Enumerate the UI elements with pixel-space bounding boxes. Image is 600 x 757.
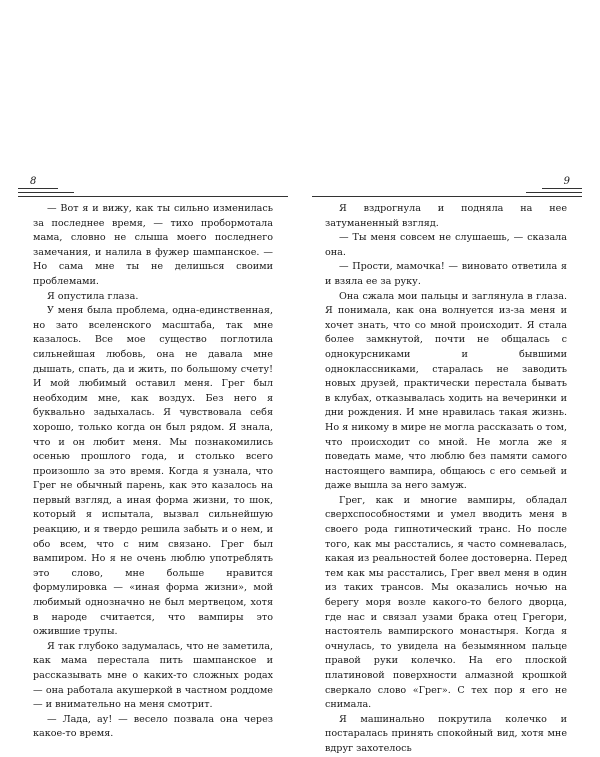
paragraph: — Ты меня совсем не слушаешь, — сказала она. [325,232,567,258]
paragraph: — Прости, мамочка! — виновато ответила я и взяла ее за руку. [325,261,567,287]
paragraph: Грег, как и многие вампиры, обладал сверхспособностями и умел вводить меня в своего рода гипнотический транс. Но после того, как мы расстались, я часто сомневалась, какая из реальностей более достоверна. Перед тем как мы расстались, Грег ввел меня в один из таких трансов. Мы оказались ночью на берегу моря возле какого-то белого дворца, где нас и связал узами брака отец Грегори, настоятель вампирского монастыря. Когда я очнулась, то увидела на безымянном пальце правой руки колечко. На его плоской платиновой поверхности алмазной крошкой сверкало слово «Грег». С тех пор я его не снимала. [325,494,567,711]
header-rule [542,188,582,189]
header-rule [18,196,288,197]
paragraph: — Лада, ау! — весело позвала она через какое-то время. [33,713,273,740]
left-page-text [33,202,273,742]
right-page-number: 9 [563,176,570,187]
header-rule [312,196,582,197]
header-rule [526,192,582,193]
paragraph: Я так глубоко задумалась, что не заметила, как мама перестала пить шампанское и рассказывать мне о каких-то сложных родах — она работала акушеркой в частном роддоме — и внимательно на меня смотрит. [33,640,273,711]
paragraph: Я машинально покрутила колечко и постаралась принять спокойный вид, хотя мне вдруг захотелось [325,713,567,754]
paragraph: У меня была проблема, одна-единственная, но зато вселенского масштаба, так мне казалось. Все мое существо поглотила сильнейшая любовь, она не давала мне дышать, спать, да и жить, по большому счету! И мой любимый оставил меня. Грег был необходим мне, как воздух. Без него я буквально задыхалась. Я чувствовала себя хорошо, только когда он был рядом. Я знала, что и он любит меня. Мы познакомились осенью прошлого года, и столько всего произошло за это время. Когда я узнала, что Грег не обычный парень, как это казалось на первый взгляд, а иная форма жизни, то шок, который я испытала, вызвал сильнейшую реакцию, и я твердо решила забыть и о нем, и обо всем, что с ним связано. Грег был вампиром. Но я не очень люблю употреблять это слово, мне больше нравится формулировка — «иная форма жизни», мой любимый однозначно не был мертвецом, хотя в народе считается, что вампиры это ожившие трупы. [33,305,273,638]
paragraph: Я вздрогнула и подняла на нее затуманенный взгляд. [325,203,567,229]
right-page-text [325,202,567,757]
header-rule [18,192,74,193]
paragraph: — Вот я и вижу, как ты сильно изменилась за последнее время, — тихо пробормотала мама, словно не слыша моего последнего замечания, и налила в фужер шампанское. — Но сама мне ты не делишься своими проблемами. [33,203,273,287]
left-page-number: 8 [30,176,37,187]
header-rule [18,188,58,189]
right-page [300,0,600,754]
paragraph: Она сжала мои пальцы и заглянула в глаза. Я понимала, как она волнуется из-за меня и хочет знать, что со мной происходит. Я стала более замкнутой, почти не общалась с однокурсниками и бывшими одноклассниками, старалась не заводить новых друзей, практически перестала бывать в клубах, отказывалась ходить на вечеринки и дни рождения. И мне нравилась такая жизнь. Но я никому в мире не могла рассказать о том, что происходит со мной. Не могла же я поведать маме, что люблю без памяти самого настоящего вампира, общаюсь с его семьей и даже вышла за него замуж. [325,290,567,492]
left-page [0,0,300,750]
paragraph: Я опустила глаза. [47,290,139,302]
